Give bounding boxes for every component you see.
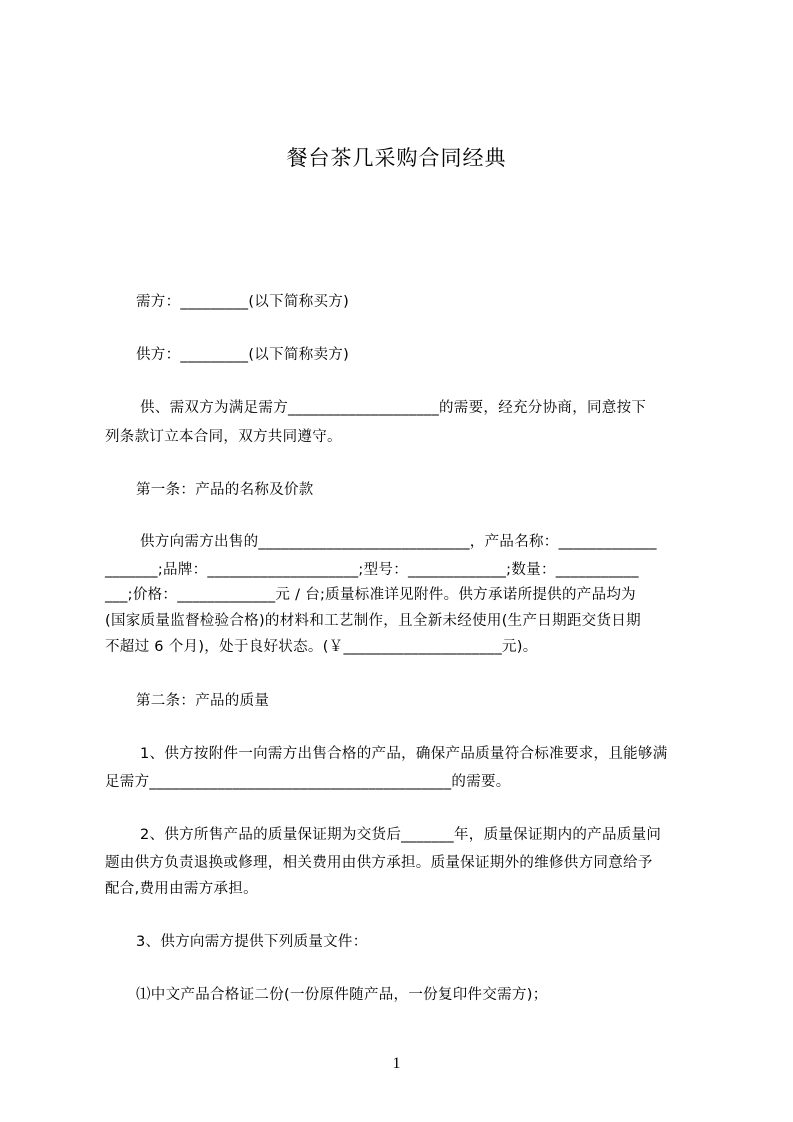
clause-3-heading: 3、供方向需方提供下列质量文件： [136, 934, 368, 950]
clause-3-item-1: ⑴中文产品合格证二份(一份原件随产品，一份复印件交需方)； [136, 987, 548, 1003]
clause-1-line-1: 1、供方按附件一向需方出售合格的产品，确保产品质量符合标准要求，且能够满 [140, 746, 668, 762]
preamble-line-1: 供、需双方为满足需方____________________的需要，经充分协商，同意按下 [140, 400, 647, 416]
article-1-line-4: (国家质量监督检验合格)的材料和工艺制作，且全新未经使用(生产日期距交货日期 [105, 613, 641, 629]
article-1-heading: 第一条：产品的名称及价款 [136, 482, 314, 498]
clause-2-line-2: 题由供方负责退换或修理，相关费用由供方承担。质量保证期外的维修供方同意给予 [105, 855, 653, 871]
document-title: 餐台茶几采购合同经典 [286, 146, 507, 170]
seller-line: 供方：_________(以下简称卖方) [136, 347, 350, 363]
article-1-line-3: ___;价格：_____________元 / 台;质量标准详见附件。供方承诺所提供的产品均为 [105, 587, 636, 603]
article-2-heading: 第二条：产品的质量 [136, 693, 270, 709]
page-number: 1 [392, 1055, 401, 1072]
preamble-line-2: 列条款订立本合同，双方共同遵守。 [105, 429, 342, 445]
article-1-line-5: 不超过 6 个月)，处于良好状态。(￥_____________________元)。 [105, 639, 538, 655]
buyer-line: 需方：_________(以下简称买方) [136, 294, 350, 310]
clause-2-line-3: 配合,费用由需方承担。 [105, 881, 258, 897]
article-1-line-1: 供方向需方出售的____________________________，产品名称：_____________ [140, 534, 657, 550]
clause-1-line-2: 足需方________________________________________的需要。 [105, 774, 511, 790]
clause-2-line-1: 2、供方所售产品的质量保证期为交货后_______年，质量保证期内的产品质量问 [140, 827, 662, 843]
article-1-line-2: _______;品牌：____________________;型号：_____________;数量：___________ [105, 562, 639, 578]
